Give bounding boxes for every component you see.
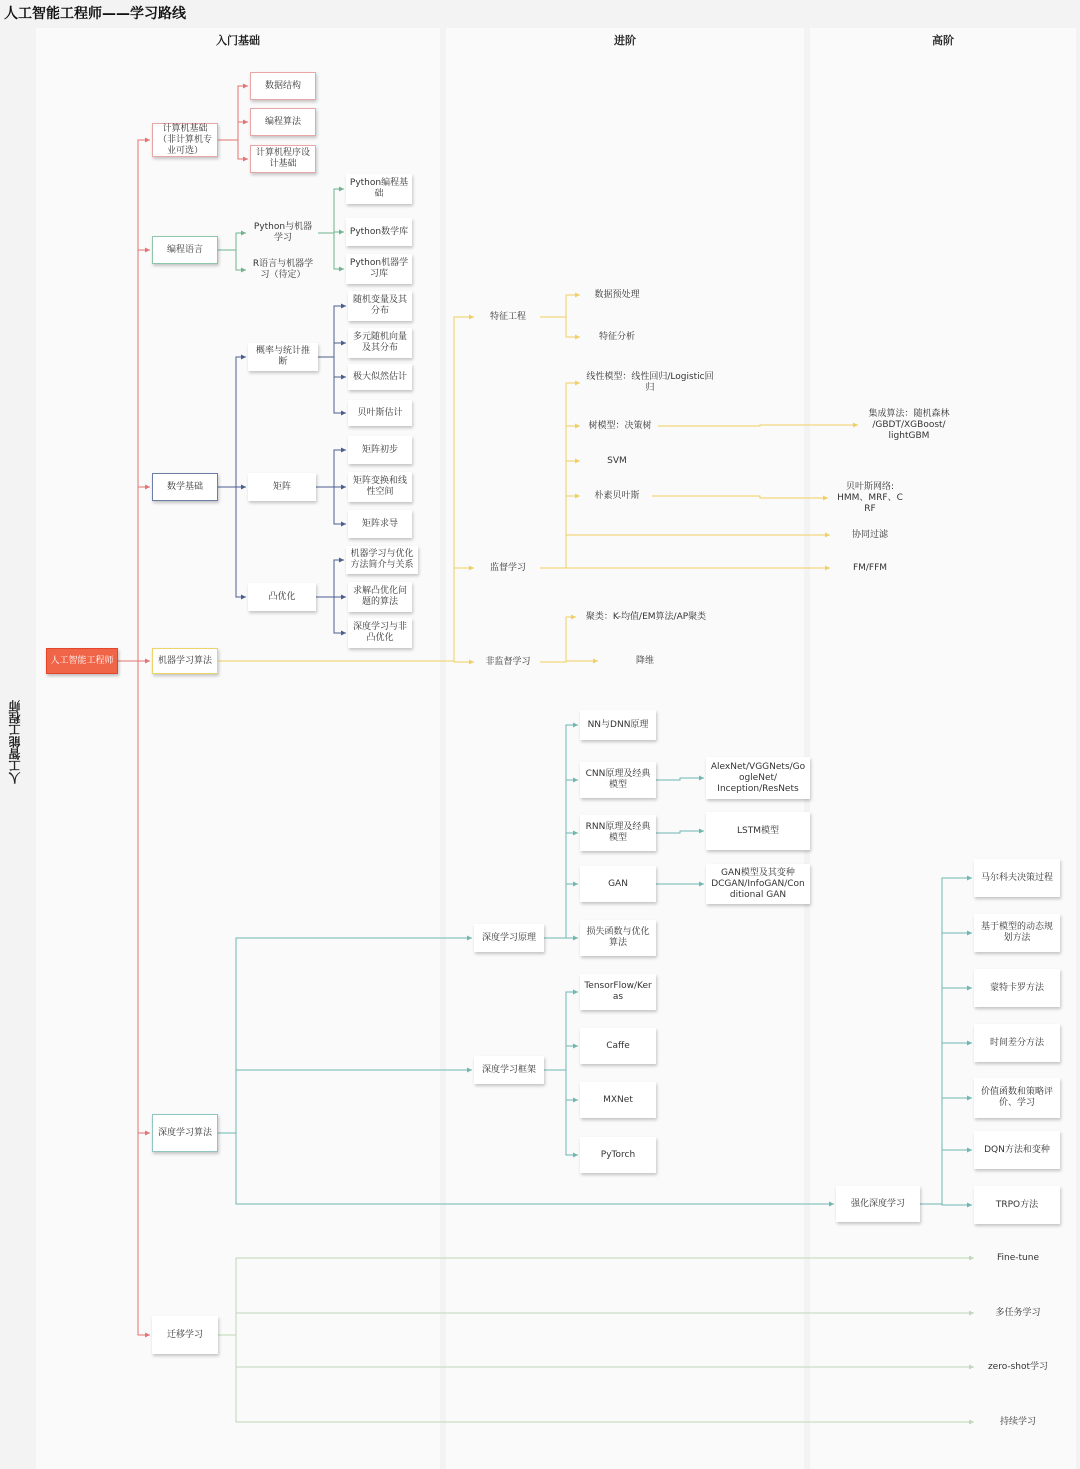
arrowhead-cs_basics	[145, 138, 150, 143]
arrowhead-trpo	[967, 1203, 972, 1208]
connector-unsupervised-clustering	[540, 617, 576, 662]
arrowhead-linear_model	[575, 381, 580, 386]
connector-dl_algorithms-dl_frameworks	[218, 1070, 472, 1133]
arrowhead-random_var	[341, 304, 346, 309]
connector-feature_eng-preprocess	[540, 295, 580, 317]
connector-root-cs_basics	[118, 140, 150, 661]
connector-supervised-collab_filter	[540, 535, 830, 568]
connector-cs_basics-data_structure	[218, 86, 248, 140]
arrowhead-multitask	[969, 1311, 974, 1316]
node-linear-model[interactable]: 线性模型：线性回归/Logistic回 归	[586, 372, 714, 393]
arrowhead-tf_keras	[573, 990, 578, 995]
arrowhead-dim_reduction	[593, 659, 598, 664]
node-drl[interactable]: 强化深度学习	[836, 1186, 920, 1222]
connector-root-math_basics	[118, 487, 150, 661]
node-convex[interactable]: 凸优化	[248, 583, 316, 611]
connector-dl_principles-rnn	[544, 833, 578, 938]
arrowhead-gan	[573, 882, 578, 887]
arrowhead-finetune	[969, 1256, 974, 1261]
node-matrix-deriv[interactable]: 矩阵求导	[348, 510, 412, 538]
node-programming-lang[interactable]: 编程语言	[152, 236, 218, 264]
connector-cs_basics-computer_programming	[218, 140, 248, 159]
node-caffe[interactable]: Caffe	[580, 1028, 656, 1064]
connector-supervised-naive_bayes	[540, 496, 580, 568]
node-dl-principles[interactable]: 深度学习原理	[474, 924, 544, 952]
connector-transfer-continual	[218, 1335, 974, 1422]
connector-root-dl_algorithms	[118, 661, 150, 1133]
connector-matrix-matrix_intro	[316, 450, 346, 487]
arrowhead-bayes_est	[341, 411, 346, 416]
connector-tree_model-ensemble	[658, 425, 858, 426]
node-mxnet[interactable]: MXNet	[580, 1082, 656, 1118]
arrowhead-algorithms	[243, 120, 248, 125]
node-lstm[interactable]: LSTM模型	[706, 812, 810, 850]
node-zeroshot[interactable]: zero-shot学习	[987, 1361, 1049, 1372]
node-pytorch[interactable]: PyTorch	[580, 1137, 656, 1173]
node-algorithms[interactable]: 编程算法	[250, 108, 316, 136]
node-tf-keras[interactable]: TensorFlow/Ker as	[580, 974, 656, 1010]
arrowhead-feature_eng	[469, 315, 474, 320]
arrowhead-rnn	[573, 831, 578, 836]
connector-python_ml-python_ml_lib	[318, 233, 344, 269]
node-trpo[interactable]: TRPO方法	[974, 1186, 1060, 1224]
arrowhead-caffe	[573, 1044, 578, 1049]
connector-supervised-tree_model	[540, 426, 580, 568]
arrowhead-unsupervised	[469, 660, 474, 665]
arrowhead-svm	[575, 459, 580, 464]
node-td[interactable]: 时间差分方法	[974, 1024, 1060, 1062]
node-feature-eng[interactable]: 特征工程	[489, 311, 526, 322]
connector-drl-dqn	[920, 1150, 972, 1204]
node-value-fn[interactable]: 价值函数和策略评 价、学习	[974, 1078, 1060, 1118]
arrowhead-cnn_models	[699, 776, 704, 781]
arrowhead-dl_principles	[467, 936, 472, 941]
connector-cs_basics-algorithms	[218, 122, 248, 140]
node-computer-programming[interactable]: 计算机程序设 计基础	[250, 145, 316, 173]
connector-probability-mle	[318, 357, 346, 377]
arrowhead-lstm	[699, 829, 704, 834]
node-clustering[interactable]: 聚类：K-均值/EM算法/AP聚类	[585, 611, 707, 622]
connector-drl-monte_carlo	[920, 988, 972, 1204]
node-cs-basics[interactable]: 计算机基础 （非计算机专 业可选）	[152, 123, 218, 157]
node-ml-algorithms[interactable]: 机器学习算法	[152, 648, 218, 674]
node-ml-opt[interactable]: 机器学习与优化 方法简介与关系	[346, 546, 418, 574]
node-r-ml[interactable]: R语言与机器学 习（待定）	[252, 259, 314, 280]
arrowhead-naive_bayes	[575, 494, 580, 499]
connector-rnn-lstm	[656, 831, 704, 833]
connector-math_basics-convex	[218, 487, 246, 597]
column-header-basics: 入门基础	[216, 34, 260, 47]
node-preprocess[interactable]: 数据预处理	[594, 289, 640, 300]
arrowhead-monte_carlo	[967, 986, 972, 991]
node-mdp[interactable]: 马尔科夫决策过程	[974, 859, 1060, 897]
arrowhead-model_dp	[967, 931, 972, 936]
arrowhead-python_ml_lib	[339, 267, 344, 272]
arrowhead-matrix	[241, 485, 246, 490]
connector-transfer-zeroshot	[218, 1335, 974, 1367]
arrowhead-convex_solve	[341, 595, 346, 600]
arrowhead-cnn	[573, 778, 578, 783]
arrowhead-python_basics	[339, 187, 344, 192]
arrowhead-value_fn	[967, 1096, 972, 1101]
arrowhead-matrix_intro	[341, 448, 346, 453]
connector-cnn-cnn_models	[656, 778, 704, 780]
arrowhead-mle	[341, 375, 346, 380]
node-model-dp[interactable]: 基于模型的动态规 划方法	[974, 914, 1060, 952]
node-bayes-net[interactable]: 贝叶斯网络: HMM、MRF、C RF	[837, 481, 903, 514]
connector-drl-td	[920, 1043, 972, 1204]
arrowhead-fm_ffm	[825, 566, 830, 571]
arrowhead-ml_algorithms	[145, 659, 150, 664]
arrowhead-transfer	[145, 1333, 150, 1338]
connector-drl-model_dp	[920, 933, 972, 1204]
arrowhead-zeroshot	[969, 1365, 974, 1370]
node-unsupervised[interactable]: 非监督学习	[485, 656, 531, 667]
arrowhead-tree_model	[575, 424, 580, 429]
column-header-expert: 高阶	[932, 34, 954, 47]
arrowhead-clustering	[571, 615, 576, 620]
arrowhead-dl_convex	[341, 631, 346, 636]
connector-programming_lang-r_ml	[218, 250, 246, 270]
arrowhead-mdp	[967, 876, 972, 881]
node-dim-reduction[interactable]: 降维	[635, 655, 654, 666]
connector-convex-ml_opt	[316, 560, 344, 597]
connector-supervised-linear_model	[540, 383, 580, 568]
node-math-basics[interactable]: 数学基础	[152, 473, 218, 501]
arrowhead-matrix_deriv	[341, 522, 346, 527]
connector-feature_eng-feature_analysis	[540, 317, 580, 337]
arrowhead-dqn	[967, 1148, 972, 1153]
page-title: 人工智能工程师——学习路线	[4, 6, 186, 22]
arrowhead-dl_frameworks	[467, 1068, 472, 1073]
node-dl-algorithms[interactable]: 深度学习算法	[152, 1114, 218, 1152]
connector-transfer-finetune	[218, 1258, 974, 1335]
arrowhead-probability	[241, 355, 246, 360]
side-title: 人工智能工程师	[8, 700, 22, 784]
node-python-math[interactable]: Python数学库	[346, 218, 412, 246]
connector-convex-dl_convex	[316, 597, 346, 633]
connector-dl_frameworks-caffe	[544, 1046, 578, 1070]
node-probability[interactable]: 概率与统计推 断	[248, 343, 318, 371]
node-rnn[interactable]: RNN原理及经典 模型	[580, 815, 656, 851]
node-gan-models[interactable]: GAN模型及其变种 DCGAN/InfoGAN/Con ditional GAN	[706, 864, 810, 904]
arrowhead-loss_opt	[573, 936, 578, 941]
node-dl-frameworks[interactable]: 深度学习框架	[474, 1056, 544, 1084]
connector-supervised-svm	[540, 461, 580, 568]
node-cnn[interactable]: CNN原理及经典 模型	[580, 762, 656, 798]
arrowhead-math_basics	[145, 485, 150, 490]
arrowhead-feature_analysis	[575, 335, 580, 340]
arrowhead-programming_lang	[145, 248, 150, 253]
connector-python_ml-python_basics	[318, 189, 344, 233]
connector-dl_principles-nn_dnn	[544, 725, 578, 938]
node-python-basics[interactable]: Python编程基 础	[346, 174, 412, 204]
node-multi-random[interactable]: 多元随机向量 及其分布	[348, 328, 412, 358]
node-ensemble[interactable]: 集成算法：随机森林 /GBDT/XGBoost/ lightGBM	[868, 408, 950, 441]
node-multitask[interactable]: 多任务学习	[995, 1307, 1041, 1318]
arrowhead-computer_programming	[243, 157, 248, 162]
node-mle[interactable]: 极大似然估计	[348, 364, 412, 390]
arrowhead-supervised	[469, 566, 474, 571]
connector-ml_algorithms-supervised	[218, 568, 474, 661]
column-header-advanced: 进阶	[614, 34, 636, 47]
arrowhead-dl_algorithms	[145, 1131, 150, 1136]
arrowhead-data_structure	[243, 84, 248, 89]
connector-root-transfer	[118, 661, 150, 1335]
connector-drl-mdp	[920, 878, 972, 1204]
node-random-var[interactable]: 随机变量及其 分布	[348, 291, 412, 321]
connector-dl_principles-cnn	[544, 780, 578, 938]
connector-dl_principles-gan	[544, 884, 578, 938]
node-python-ml-lib[interactable]: Python机器学 习库	[346, 254, 412, 284]
connector-probability-bayes_est	[318, 357, 346, 413]
connector-drl-value_fn	[920, 1098, 972, 1204]
arrowhead-python_math	[339, 230, 344, 235]
node-matrix[interactable]: 矩阵	[248, 473, 316, 501]
node-bayes-est[interactable]: 贝叶斯估计	[348, 400, 412, 426]
node-loss-opt[interactable]: 损失函数与优化 算法	[580, 920, 656, 956]
arrowhead-r_ml	[241, 268, 246, 273]
node-nn-dnn[interactable]: NN与DNN原理	[580, 710, 656, 740]
node-naive-bayes[interactable]: 朴素贝叶斯	[594, 490, 640, 501]
node-feature-analysis[interactable]: 特征分析	[598, 331, 635, 342]
arrowhead-convex	[241, 595, 246, 600]
node-fm-ffm[interactable]: FM/FFM	[852, 562, 888, 573]
connector-ml_algorithms-unsupervised	[218, 661, 474, 662]
arrowhead-td	[967, 1041, 972, 1046]
connector-transfer-multitask	[218, 1313, 974, 1335]
arrowhead-continual	[969, 1420, 974, 1425]
connector-probability-random_var	[318, 306, 346, 357]
node-data-structure[interactable]: 数据结构	[250, 72, 316, 100]
connector-dl_algorithms-drl	[218, 1133, 834, 1204]
connector-matrix-matrix_deriv	[316, 487, 346, 524]
connector-unsupervised-dim_reduction	[540, 661, 598, 662]
connector-dl_algorithms-dl_principles	[218, 938, 472, 1133]
connector-dl_frameworks-pytorch	[544, 1070, 578, 1155]
node-finetune[interactable]: Fine-tune	[997, 1252, 1039, 1263]
node-transfer[interactable]: 迁移学习	[152, 1316, 218, 1354]
node-dqn[interactable]: DQN方法和变种	[974, 1131, 1060, 1169]
node-continual[interactable]: 持续学习	[999, 1416, 1036, 1427]
arrowhead-gan_models	[699, 882, 704, 887]
arrowhead-preprocess	[575, 293, 580, 298]
node-dl-convex[interactable]: 深度学习与非 凸优化	[348, 618, 412, 648]
arrowhead-matrix_transform	[341, 485, 346, 490]
arrowhead-pytorch	[573, 1153, 578, 1158]
arrowhead-python_ml	[241, 231, 246, 236]
connector-naive_bayes-bayes_net	[652, 496, 828, 498]
node-cnn-models[interactable]: AlexNet/VGGNets/Go ogleNet/ Inception/ResNets	[706, 757, 810, 799]
arrowhead-ensemble	[853, 423, 858, 428]
connector-dl_frameworks-mxnet	[544, 1070, 578, 1100]
arrowhead-multi_random	[341, 341, 346, 346]
node-svm[interactable]: SVM	[607, 455, 627, 466]
arrowhead-ml_opt	[339, 558, 344, 563]
node-python-ml[interactable]: Python与机器 学习	[253, 222, 313, 243]
node-root[interactable]: 人工智能工程师	[46, 648, 118, 674]
arrowhead-bayes_net	[823, 496, 828, 501]
connector-math_basics-probability	[218, 357, 246, 487]
arrowhead-drl	[829, 1202, 834, 1207]
node-matrix-transform[interactable]: 矩阵变换和线 性空间	[348, 472, 412, 502]
node-monte-carlo[interactable]: 蒙特卡罗方法	[974, 969, 1060, 1007]
connector-drl-trpo	[920, 1204, 972, 1205]
node-convex-solve[interactable]: 求解凸优化问 题的算法	[348, 582, 412, 612]
node-tree-model[interactable]: 树模型：决策树	[588, 420, 652, 431]
connector-dl_frameworks-tf_keras	[544, 992, 578, 1070]
arrowhead-collab_filter	[825, 533, 830, 538]
node-matrix-intro[interactable]: 矩阵初步	[348, 436, 412, 464]
connector-root-programming_lang	[118, 250, 150, 661]
node-gan[interactable]: GAN	[580, 866, 656, 902]
connector-programming_lang-python_ml	[218, 233, 246, 250]
arrowhead-mxnet	[573, 1098, 578, 1103]
arrowhead-nn_dnn	[573, 723, 578, 728]
node-collab-filter[interactable]: 协同过滤	[851, 529, 888, 540]
node-supervised[interactable]: 监督学习	[489, 562, 526, 573]
